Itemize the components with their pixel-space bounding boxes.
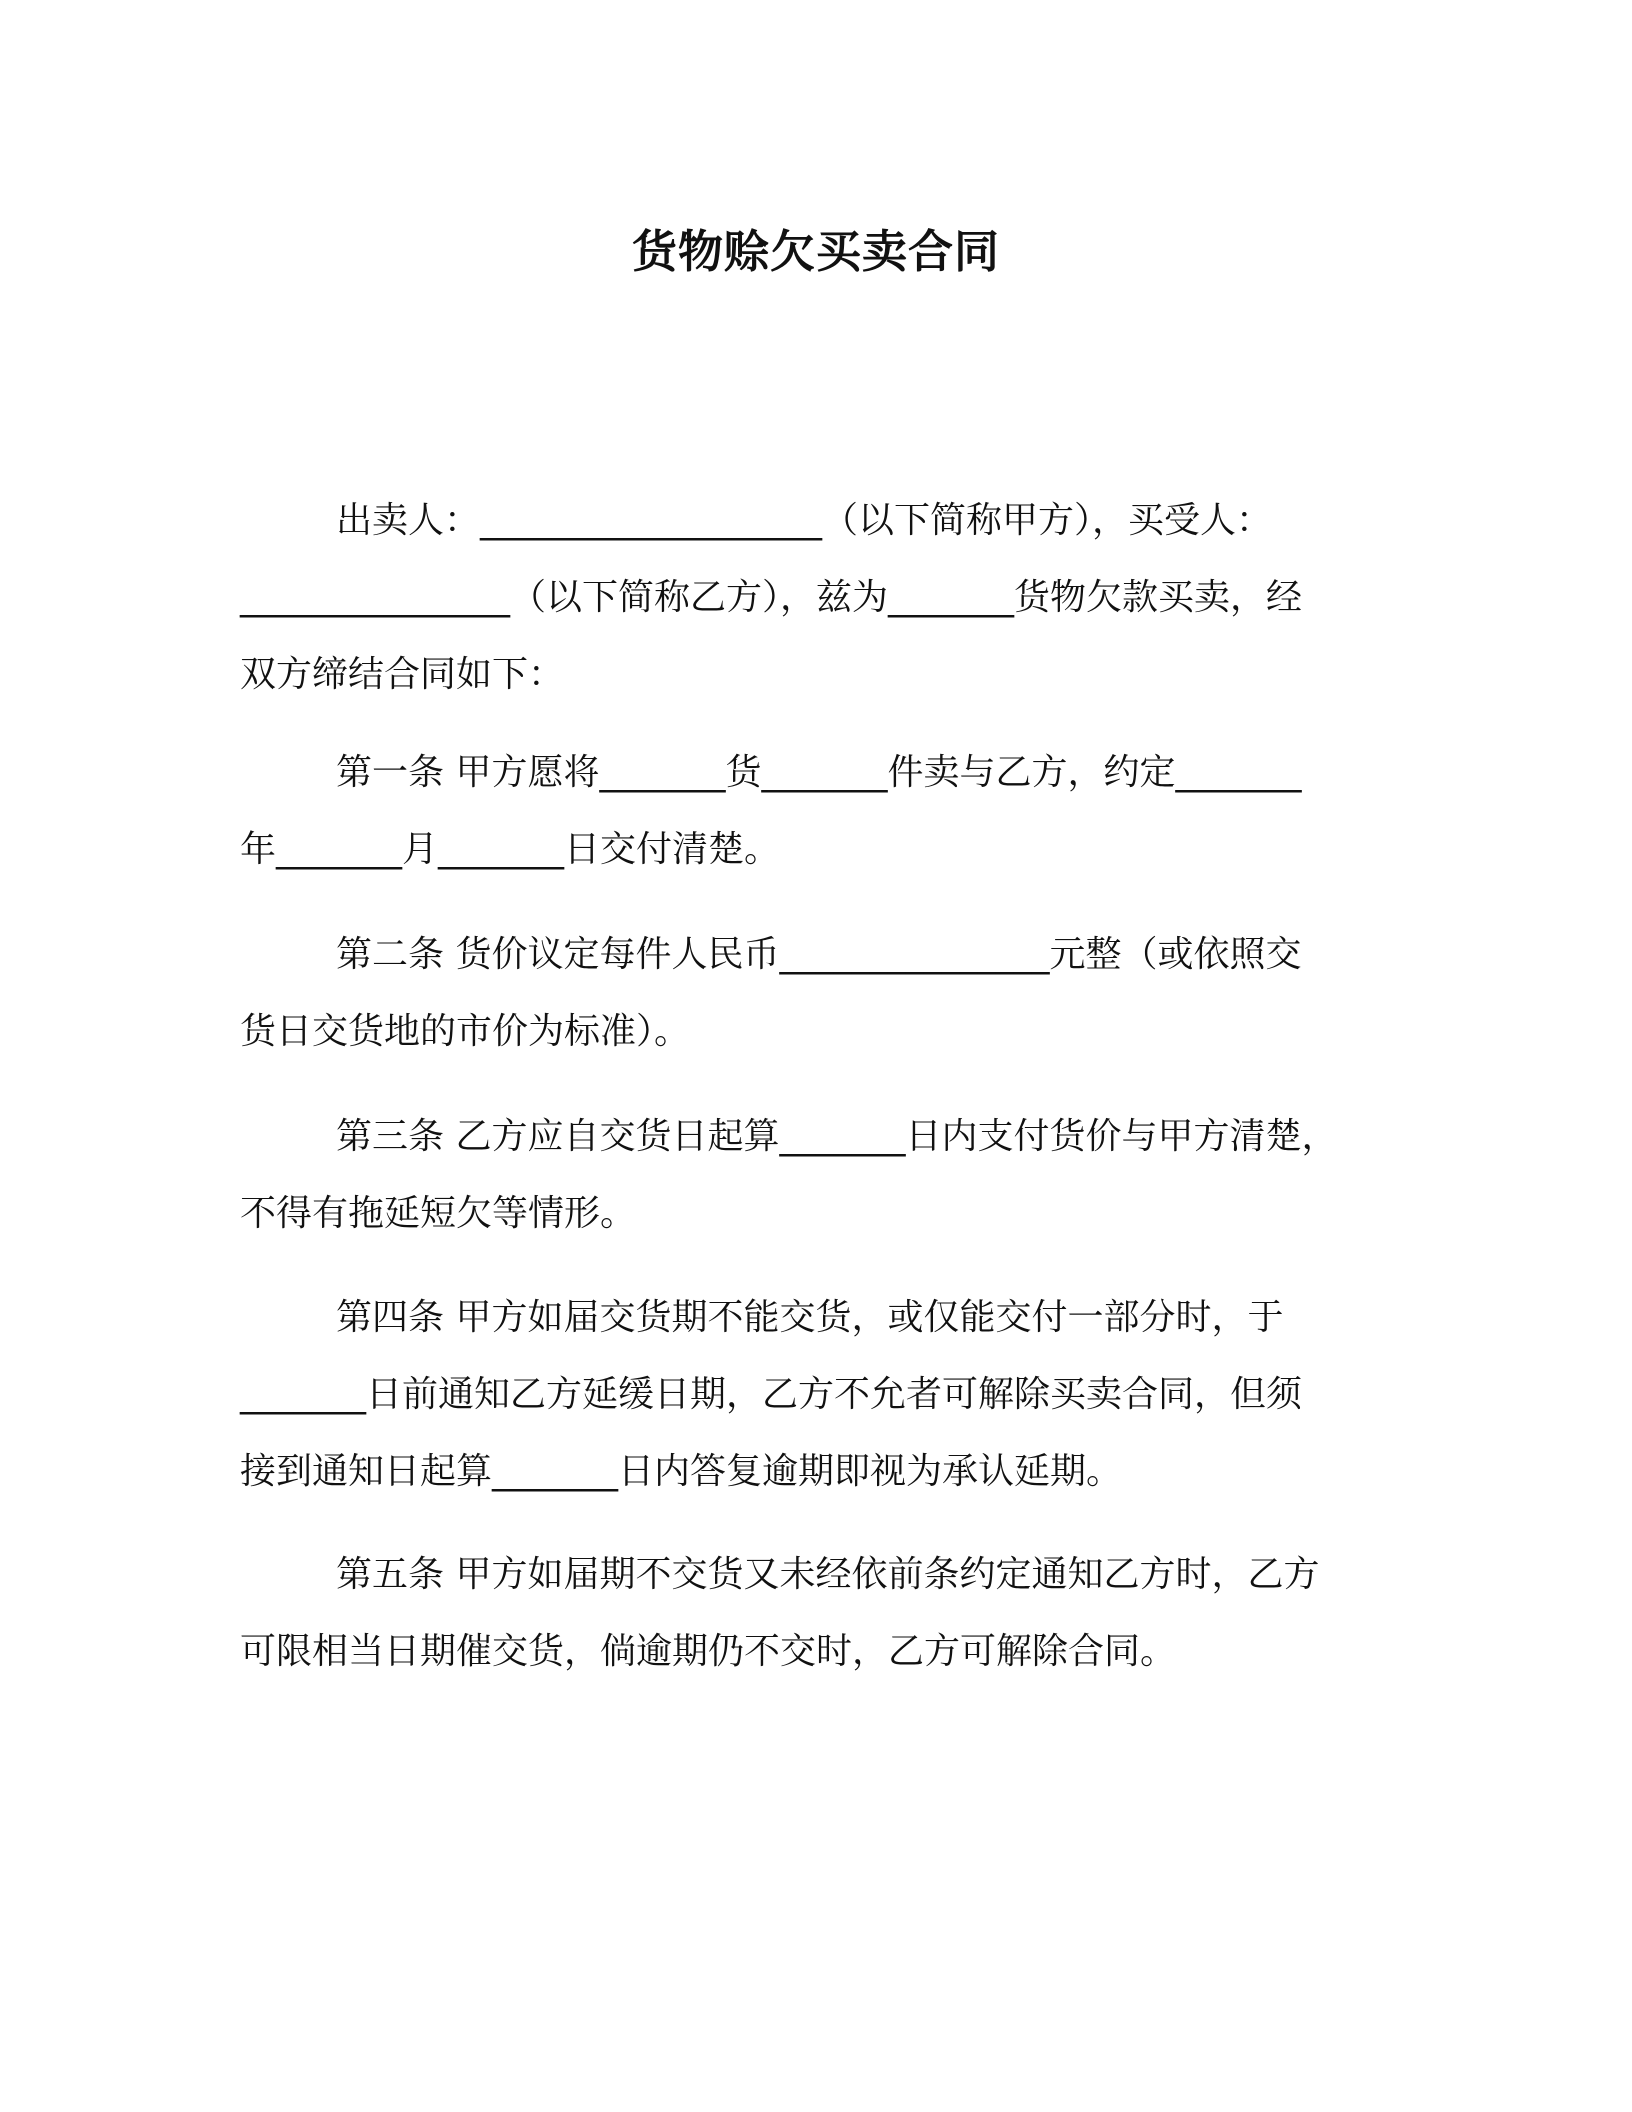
- article-1-line-2: 年_______月_______日交付清楚。: [240, 829, 781, 870]
- intro-line-3: 双方缔结合同如下：: [240, 654, 565, 695]
- article-2-line-2: 货日交货地的市价为标准）。: [240, 1011, 691, 1052]
- article-3-line-2: 不得有拖延短欠等情形。: [240, 1193, 637, 1234]
- article-5-line-1: 第五条 甲方如届期不交货又未经依前条约定通知乙方时，乙方: [336, 1554, 1320, 1595]
- article-4-paragraph: [240, 1279, 1390, 1510]
- article-3-line-1: 第三条 乙方应自交货日起算_______日内支付货价与甲方清楚，: [336, 1116, 1338, 1157]
- article-2-line-1: 第二条 货价议定每件人民币_______________元整（或依照交: [336, 934, 1302, 975]
- document-title: 货物赊欠买卖合同: [631, 225, 1000, 278]
- article-4-line-3: 接到通知日起算_______日内答复逾期即视为承认延期。: [240, 1451, 1123, 1492]
- article-3-paragraph: [240, 1098, 1390, 1252]
- article-4-line-2: _______日前通知乙方延缓日期，乙方不允者可解除买卖合同，但须: [240, 1374, 1303, 1415]
- intro-line-2: _______________（以下简称乙方），兹为_______货物欠款买卖，经: [240, 577, 1303, 618]
- intro-line-1: 出卖人：___________________（以下简称甲方），买受人：: [336, 500, 1273, 541]
- article-2-paragraph: [240, 916, 1390, 1070]
- article-4-line-1: 第四条 甲方如届交货期不能交货，或仅能交付一部分时，于: [336, 1297, 1284, 1338]
- article-1-paragraph: [240, 734, 1390, 888]
- article-5-paragraph: [240, 1536, 1390, 1690]
- intro-paragraph: [240, 482, 1390, 713]
- article-5-line-2: 可限相当日期催交货，倘逾期仍不交时，乙方可解除合同。: [240, 1631, 1177, 1672]
- article-1-line-1: 第一条 甲方愿将_______货_______件卖与乙方，约定_______: [336, 752, 1302, 793]
